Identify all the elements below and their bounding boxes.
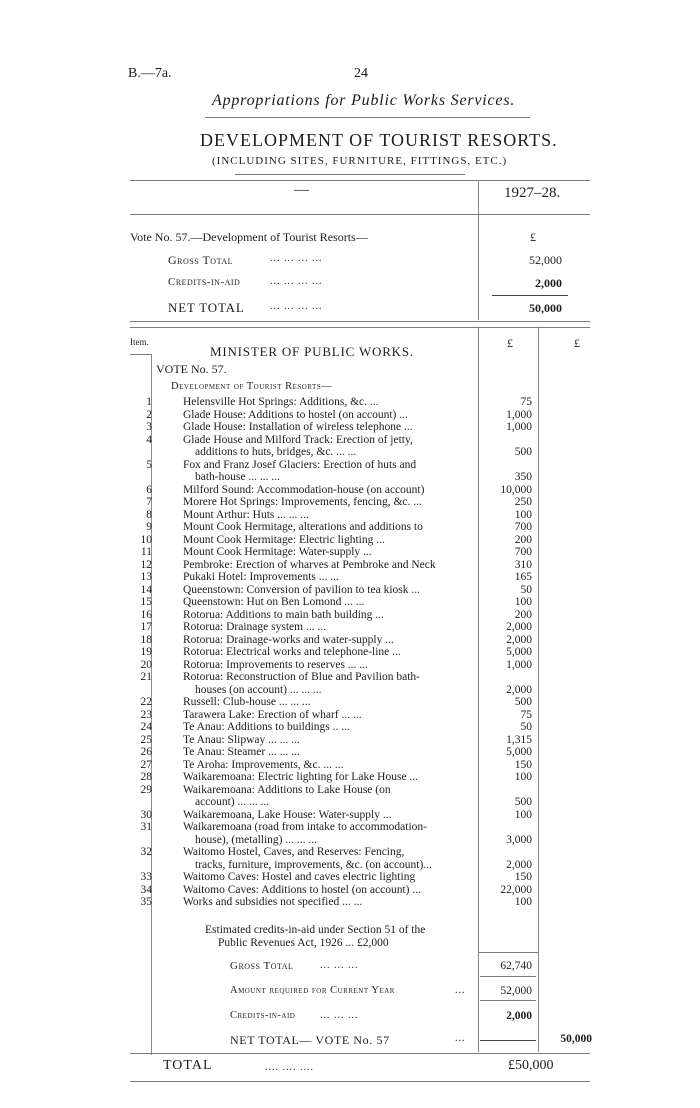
item-number: 29 [140,783,152,796]
item-description-continued: bath-house ... ... ... [195,471,280,483]
item-description: Mount Arthur: Huts ... ... ... [183,508,309,521]
footer-total-label: TOTAL [163,1058,213,1073]
detail-currency-1: £ [507,336,513,350]
footer-top-rule [130,1053,590,1054]
item-amount: 310 [514,558,532,571]
document-title: DEVELOPMENT OF TOURIST RESORTS. [200,130,558,150]
summary-top-rule [130,180,590,181]
item-description: Fox and Franz Josef Glaciers: Erection of huts and [183,458,417,471]
item-description: Mount Cook Hermitage, alterations and additions to [183,521,423,533]
vote-line: Vote No. 57.—Development of Tourist Resorts— [130,230,368,244]
summary-gross-dots: ... ... ... ... [270,253,323,264]
item-number: 2 [146,408,152,421]
header-rule [205,117,530,118]
item-description-continued: account) ... ... ... [195,796,270,808]
item-number: 3 [146,421,152,433]
page-number: 24 [354,66,368,81]
detail-credits-value: 2,000 [506,1010,532,1022]
item-amount: 2,000 [506,683,532,696]
item-amount: 100 [514,508,532,521]
item-description: Queenstown: Conversion of pavilion to tea kiosk ... [183,583,420,596]
item-description: Te Aroha: Improvements, &c. ... ... [183,758,344,771]
detail-gross-value: 62,740 [500,960,532,972]
page-ref: B.—7a. [128,66,172,81]
item-number: 18 [140,633,152,646]
item-description: Pukaki Hotel: Improvements ... ... [183,571,339,583]
item-number: 1 [146,396,152,408]
item-number: 27 [140,758,152,771]
item-number: 4 [146,433,152,446]
detail-divider-2 [538,327,539,1052]
item-number: 12 [140,558,152,571]
item-amount: 75 [520,708,532,721]
item-description: Rotorua: Drainage-works and water-supply ... [183,633,394,646]
item-amount: 250 [514,496,532,508]
item-description: Russell: Club-house ... ... ... [183,696,311,708]
item-number: 23 [140,708,152,721]
item-amount: 200 [514,533,532,546]
item-amount: 3,000 [506,833,532,846]
item-amount: 500 [514,446,532,458]
summary-bottom-rule [130,321,590,322]
item-amount: 1,000 [506,658,532,671]
item-number: 24 [140,721,152,733]
item-amount: 150 [514,871,532,883]
item-number: 5 [146,458,152,471]
item-amount: 5,000 [506,646,532,658]
item-number: 11 [140,546,152,558]
item-number: 17 [140,621,152,633]
item-column-header: Item. [130,337,149,347]
detail-required-rule [480,1000,536,1001]
item-number: 35 [140,896,152,908]
summary-year: 1927–28. [504,185,561,201]
item-amount: 1,000 [506,408,532,421]
detail-required-label: Amount required for Current Year [230,985,395,996]
item-number: 31 [140,821,152,833]
detail-net-dots: ... [455,1033,466,1044]
summary-credits-label: Credits-in-aid [168,276,241,288]
item-amount: 500 [514,796,532,808]
item-amount: 1,315 [506,733,532,746]
item-number: 10 [140,533,152,546]
item-amount: 22,000 [500,883,532,896]
item-description: Rotorua: Improvements to reserves ... ... [183,658,368,671]
item-amount: 700 [514,521,532,533]
item-description: Te Anau: Additions to buildings .. ... [183,721,350,733]
item-amount: 2,000 [506,633,532,646]
item-amount: 165 [514,571,532,583]
item-number: 22 [140,696,152,708]
item-description: Tarawera Lake: Erection of wharf ... ... [183,708,362,721]
item-amount: 10,000 [500,483,532,496]
item-number: 15 [140,596,152,608]
item-number: 13 [140,571,152,583]
item-number: 9 [146,521,152,533]
item-number: 21 [140,671,152,683]
item-description-continued: houses (on account) ... ... ... [195,683,322,696]
item-amount: 100 [514,771,532,783]
item-number: 19 [140,646,152,658]
detail-top-rule [130,327,590,328]
item-number: 28 [140,771,152,783]
summary-net-value: 50,000 [529,301,562,315]
item-amount: 100 [514,808,532,821]
item-number: 32 [140,846,152,858]
detail-gross-rule [480,976,536,977]
item-description: Glade House: Additions to hostel (on account) ... [183,408,408,421]
item-description: Helensville Hot Springs: Additions, &c. ... [183,396,379,408]
summary-net-label: NET TOTAL [168,300,245,315]
footer-dots: .... .... .... [265,1062,314,1073]
running-title: Appropriations for Public Works Services. [212,92,516,109]
item-number: 25 [140,733,152,746]
item-description: Glade House: Installation of wireless telephone ... [183,421,413,433]
summary-header-rule [130,214,590,215]
item-description: Waikaremoana (road from intake to accommodation- [183,821,427,833]
item-number: 7 [146,496,152,508]
item-description: Pembroke: Erection of wharves at Pembroke and Neck [183,558,436,571]
detail-credits-dots: ... ... ... [320,1010,359,1021]
credits-note-rule [478,952,538,953]
detail-required-dots: ... [455,985,466,996]
item-amount: 150 [514,758,532,771]
item-description: Waitomo Caves: Additions to hostel (on account) ... [183,883,421,896]
item-description: Mount Cook Hermitage: Water-supply ... [183,546,372,558]
item-amount: 75 [520,396,532,408]
item-description: Te Anau: Steamer ... ... ... [183,746,300,758]
document-subtitle: (INCLUDING SITES, FURNITURE, FITTINGS, ETC.) [212,155,508,167]
detail-required-value: 52,000 [500,985,532,997]
item-description-continued: tracks, furniture, improvements, &c. (on account)... [195,858,432,871]
item-amount: 200 [514,608,532,621]
item-amount: 100 [514,596,532,608]
footer-bottom-rule [130,1081,590,1082]
item-number: 30 [140,808,152,821]
item-description: Rotorua: Reconstruction of Blue and Pavilion bath- [183,671,420,683]
item-description: Glade House and Milford Track: Erection of jetty, [183,433,413,446]
item-description: Rotorua: Additions to main bath building ... [183,608,384,621]
item-amount: 1,000 [506,421,532,433]
summary-gross-label: Gross Total [168,253,233,267]
item-amount: 2,000 [506,858,532,871]
item-number: 34 [140,883,152,896]
summary-credits-dots: ... ... ... ... [270,276,323,287]
detail-credits-label: Credits-in-aid [230,1010,296,1021]
item-number: 26 [140,746,152,758]
summary-net-dots: ... ... ... ... [270,301,323,312]
item-header-rule [130,354,152,355]
item-description: Waikaremoana, Lake House: Water-supply ... [183,808,392,821]
summary-sum-rule [492,295,568,296]
item-amount: 700 [514,546,532,558]
item-description: Queenstown: Hut on Ben Lomond ... ... [183,596,365,608]
footer-total-value: £50,000 [508,1058,554,1073]
item-description: Works and subsidies not specified ... ... [183,896,363,908]
detail-gross-dots: ... ... ... [320,960,359,971]
vote-heading: VOTE No. 57. [156,362,227,376]
credits-note-1: Estimated credits-in-aid under Section 51 of the [205,924,426,936]
item-description-continued: house), (metalling) ... ... ... [195,833,318,846]
item-number: 33 [140,871,152,883]
item-description: Te Anau: Slipway ... ... ... [183,733,300,746]
item-description: Rotorua: Electrical works and telephone-line ... [183,646,401,658]
credits-note-2: Public Revenues Act, 1926 ... £2,000 [218,937,389,949]
item-amount: 50 [520,721,532,733]
summary-divider [478,180,479,320]
summary-gross-value: 52,000 [529,253,562,267]
item-amount: 350 [514,471,532,483]
item-number: 6 [146,483,152,496]
summary-dash: — [294,182,309,198]
title-rule [235,174,465,175]
item-number: 14 [140,583,152,596]
item-amount: 50 [520,583,532,596]
ministry-heading: MINISTER OF PUBLIC WORKS. [210,344,414,359]
item-description: Waikaremoana: Electric lighting for Lake House ... [183,771,419,783]
summary-credits-value: 2,000 [535,276,562,290]
item-amount: 500 [514,696,532,708]
item-description: Rotorua: Drainage system ... ... [183,621,327,633]
summary-currency: £ [530,230,536,244]
detail-currency-2: £ [574,336,580,350]
item-description: Mount Cook Hermitage: Electric lighting ... [183,533,385,546]
item-amount: 100 [514,896,532,908]
item-description: Waikaremoana: Additions to Lake House (on [183,783,391,796]
item-number: 8 [146,508,152,521]
item-description: Milford Sound: Accommodation-house (on account) [183,483,425,496]
item-description: Waitomo Hostel, Caves, and Reserves: Fencing, [183,846,405,858]
item-description-continued: additions to huts, bridges, &c. ... ... [195,446,357,458]
item-description: Morere Hot Springs: Improvements, fencing, &c. ... [183,496,422,508]
detail-net-value: 50,000 [560,1033,592,1045]
section-heading: Development of Tourist Resorts— [171,381,333,392]
item-amount: 2,000 [506,621,532,633]
item-number: 20 [140,658,152,671]
detail-gross-label: Gross Total [230,960,294,972]
detail-net-label: NET TOTAL— VOTE No. 57 [230,1033,390,1047]
item-amount: 5,000 [506,746,532,758]
item-description: Waitomo Caves: Hostel and caves electric lighting [183,871,416,883]
item-number: 16 [140,608,152,621]
